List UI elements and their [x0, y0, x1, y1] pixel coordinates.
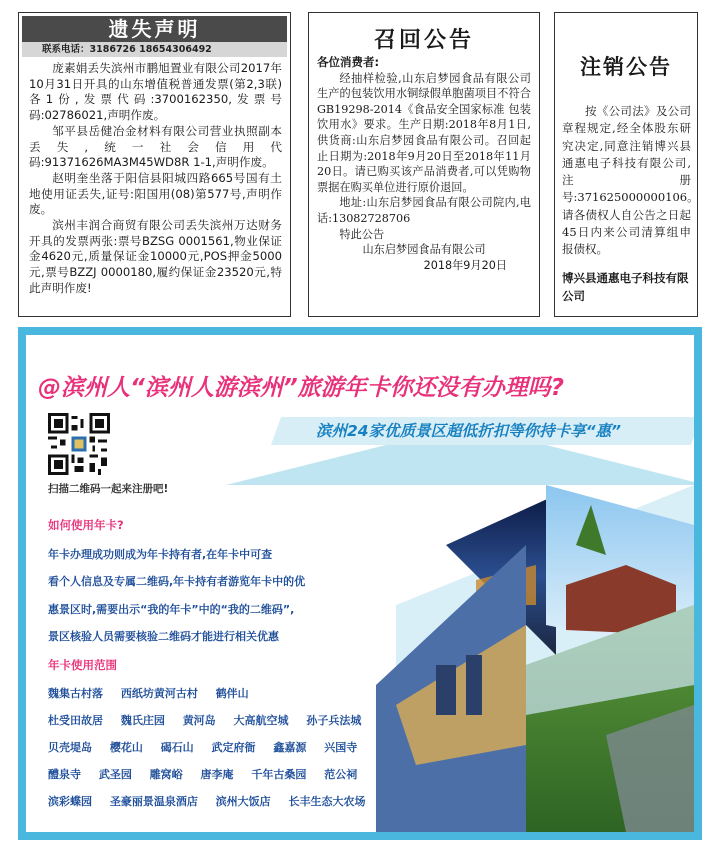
spot-name: 武圣园: [98, 768, 132, 781]
spot-name: 鑫嘉源: [273, 741, 307, 754]
spot-name: 滨彩蝶园: [48, 795, 92, 808]
company-name: 山东启梦园食品有限公司: [362, 243, 486, 257]
scenic-photo-collage: [376, 485, 694, 832]
spot-row: [48, 712, 380, 739]
greeting: 各位消费者:: [317, 55, 380, 69]
spot-name: 黄河岛: [182, 714, 216, 727]
notice-paragraph: 庞素娟丢失滨州市鹏旭置业有限公司2017年10月31日开具的山东增值税普通发票(第2,3联)各1份,发票代码:3700162350,发票号码:02786021,声明作废。: [29, 61, 282, 123]
spot-row: [48, 793, 380, 820]
scenic-spot-list: [48, 685, 380, 820]
scan-instruction: 扫描二维码一起来注册吧!: [48, 483, 169, 495]
spot-name: 鹤伴山: [215, 687, 249, 700]
spot-row: [48, 739, 380, 766]
photo-collage-graphic: [376, 485, 694, 832]
notice-date: 2018年9月20日: [423, 258, 507, 272]
spot-name: 碣石山: [160, 741, 194, 754]
notice-paragraph: 特此公告: [339, 227, 385, 241]
recall-notice: [308, 12, 540, 317]
spot-name: 醴泉寺: [48, 768, 81, 781]
tourism-card-advertisement: [18, 327, 702, 840]
spot-name: 雕窝峪: [149, 768, 183, 781]
howto-description: [48, 541, 358, 650]
notice-title: 注销公告: [580, 55, 672, 79]
notice-paragraph: 地址:山东启梦园食品有限公司院内,电话:13082728706: [317, 196, 531, 225]
spot-name: 魏氏庄园: [120, 714, 165, 727]
signature-company: 博兴县通惠电子科技有限公司: [562, 270, 689, 303]
spot-name: 武定府衙: [211, 741, 256, 754]
spot-name: 兴国寺: [324, 741, 358, 754]
notice-paragraph: 按《公司法》及公司章程规定,经全体股东研究决定,同意注销博兴县通惠电子科技有限公司,注册号:371625000000106。请各债权人自公告之日起45日内来公司清算组申报债权。: [562, 104, 699, 257]
spot-name: 杜受田故居: [48, 714, 103, 727]
spot-name: 贝壳堤岛: [48, 741, 92, 754]
contact-phone: 联系电话：3186726 18654306492: [22, 42, 287, 57]
spot-name: 大高航空城: [233, 714, 289, 727]
ad-headline: @滨州人“滨州人游滨州”旅游年卡你还没有办理吗?: [38, 375, 564, 401]
spot-name: 范公祠: [324, 768, 358, 781]
notice-paragraph: 经抽样检验,山东启梦园食品有限公司生产的包装饮用水铜绿假单胞菌项目不符合GB19298-2014《食品安全国家标准 包装饮用水》要求。生产日期:2018年8月1日,供货商:山东启梦园食品有限公司。召回起止日期为:2018年9月20日至2018年11月20日。请已购买该产品消费者,可以凭购物票据在购买单位进行原价退回。: [317, 71, 531, 194]
spot-name: 千年古桑园: [251, 768, 307, 781]
notice-paragraph: 滨州丰润合商贸有限公司丢失滨州万达财务开具的发票两张:票号BZSG 0001561,物业保证金4620元,质量保证金10000元,POS押金5000元,票号BZZJ 0000180,履约保证金23520元,特此声明作废!: [29, 218, 282, 295]
spot-name: 长丰生态大农场: [288, 795, 366, 808]
spot-name: 圣豪丽景温泉酒店: [109, 795, 198, 808]
spot-name: 樱花山: [109, 741, 143, 754]
spot-name: 唐李庵: [200, 768, 234, 781]
notice-paragraph: 邹平县岳健冶金材料有限公司营业执照副本丢失,统一社会信用代码:91371626MA3M45WD8R 1-1,声明作废。: [29, 123, 282, 170]
howto-line: 惠景区时,需要出示“我的年卡”中的“我的二维码”,: [48, 602, 295, 616]
notice-body: [309, 55, 539, 273]
qr-code-icon: [48, 413, 110, 475]
spot-name: 滨州大饭店: [215, 795, 271, 808]
notice-body: [19, 57, 290, 297]
usage-range-title: 年卡使用范围: [48, 658, 117, 672]
spot-name: 西纸坊黄河古村: [120, 687, 198, 700]
lost-declaration-notice: [18, 12, 291, 317]
howto-title: 如何使用年卡?: [48, 518, 124, 532]
notice-body: [555, 81, 697, 259]
cancellation-notice: [554, 12, 698, 317]
spot-name: 魏集古村落: [48, 687, 103, 700]
howto-line: 景区核验人员需要核验二维码才能进行相关优惠: [48, 629, 279, 643]
howto-line: 看个人信息及专属二维码,年卡持有者游览年卡中的优: [48, 575, 306, 589]
howto-line: 年卡办理成功则成为年卡持有者,在年卡中可查: [48, 548, 273, 561]
spot-row: [48, 766, 380, 793]
qr-code[interactable]: [48, 413, 110, 475]
notice-title: 遗失声明: [22, 16, 287, 42]
notice-paragraph: 赵明奎坐落于阳信县阳城四路665号国有土地使用证丢失,证号:阳国用(08)第577号,声明作废。: [29, 170, 282, 217]
ad-card: [26, 335, 694, 832]
spot-row: [48, 685, 380, 712]
ad-subline: 滨州24家优质景区超低折扣等你持卡享“惠”: [316, 422, 622, 440]
spot-name: 孙子兵法城: [306, 714, 362, 727]
notice-title: 召回公告: [373, 28, 474, 53]
